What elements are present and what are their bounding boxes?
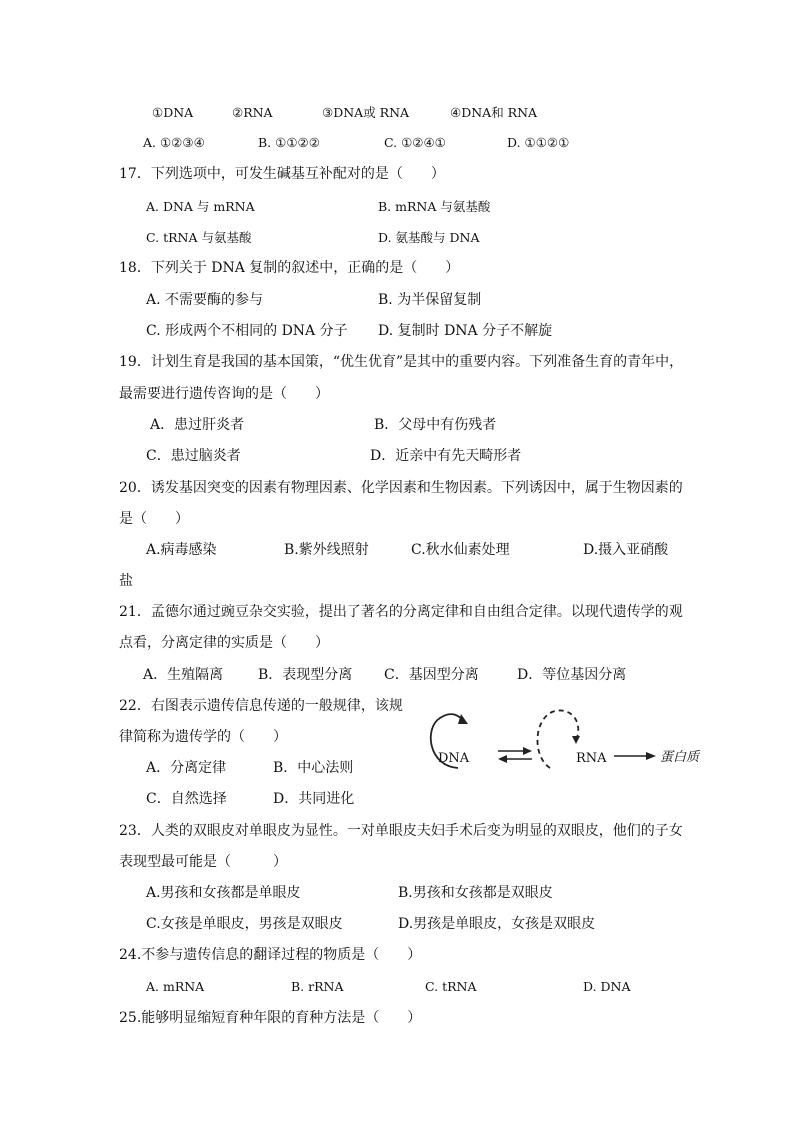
dna-replication-arrowhead bbox=[458, 714, 468, 724]
q24-option-d: D. DNA bbox=[583, 979, 631, 994]
q16-option-c: C. ①②④① bbox=[384, 135, 446, 150]
q19-option-b: B．父母中有伤残者 bbox=[374, 417, 497, 433]
central-dogma-diagram bbox=[420, 706, 720, 786]
q23-option-b: B.男孩和女孩都是双眼皮 bbox=[398, 885, 553, 901]
q16-item-4: ④DNA和 RNA bbox=[450, 105, 538, 120]
q23-stem-line1: 23．人类的双眼皮对单眼皮为显性。一对单眼皮夫妇手术后变为明显的双眼皮，他们的子女 bbox=[119, 823, 683, 839]
q22-option-a: A．分离定律 bbox=[146, 760, 227, 776]
q20-option-c: C.秋水仙素处理 bbox=[411, 542, 510, 558]
q17-option-b: B. mRNA 与氨基酸 bbox=[378, 199, 491, 214]
rna-replication-loop bbox=[537, 710, 578, 768]
q16-item-3: ③DNA或 RNA bbox=[322, 105, 410, 120]
q19-option-d: D．近亲中有先天畸形者 bbox=[370, 448, 522, 464]
q17-option-a: A. DNA 与 mRNA bbox=[146, 199, 255, 214]
q19-stem-line1: 19．计划生育是我国的基本国策，“优生优育”是其中的重要内容。下列准备生育的青年中， bbox=[119, 354, 684, 370]
q18-option-a: A. 不需要酶的参与 bbox=[146, 292, 264, 308]
q20-option-a: A.病毒感染 bbox=[146, 542, 217, 558]
q19-option-a: A．患过肝炎者 bbox=[150, 417, 245, 433]
q19-option-c: C．患过脑炎者 bbox=[146, 448, 241, 464]
q24-option-c: C. tRNA bbox=[425, 979, 477, 994]
q22-option-d: D．共同进化 bbox=[273, 791, 355, 807]
q20-stem-line1: 20．诱发基因突变的因素有物理因素、化学因素和生物因素。下列诱因中，属于生物因素的 bbox=[119, 480, 683, 496]
q17-option-d: D. 氨基酸与 DNA bbox=[378, 230, 480, 245]
q20-option-d: D.摄入亚硝酸 bbox=[583, 542, 669, 558]
q21-stem-line2: 点看，分离定律的实质是（ ） bbox=[119, 635, 329, 651]
translation-arrowhead bbox=[646, 752, 656, 760]
q20-option-d-wrap: 盐 bbox=[119, 573, 133, 589]
q23-option-c: C.女孩是单眼皮，男孩是双眼皮 bbox=[146, 916, 343, 932]
q18-option-b: B. 为半保留复制 bbox=[378, 292, 482, 308]
diagram-dna-label: DNA bbox=[438, 751, 470, 766]
q18-option-c: C. 形成两个不相同的 DNA 分子 bbox=[146, 323, 348, 339]
q21-option-b: B．表现型分离 bbox=[258, 667, 353, 683]
q24-stem: 24.不参与遗传信息的翻译过程的物质是（ ） bbox=[119, 947, 422, 963]
q22-stem-line1: 22．右图表示遗传信息传递的一般规律，该规 bbox=[119, 698, 403, 714]
rna-replication-arrowhead bbox=[572, 736, 580, 744]
q17-stem: 17．下列选项中，可发生碱基互补配对的是（ ） bbox=[119, 166, 445, 182]
q22-option-b: B．中心法则 bbox=[273, 760, 354, 776]
diagram-rna-label: RNA bbox=[576, 751, 607, 766]
q23-option-a: A.男孩和女孩都是单眼皮 bbox=[146, 885, 301, 901]
q22-stem-line2: 律简称为遗传学的（ ） bbox=[119, 729, 287, 745]
q16-option-a: A. ①②③④ bbox=[143, 135, 205, 150]
q21-option-d: D．等位基因分离 bbox=[517, 667, 627, 683]
q16-item-2: ②RNA bbox=[232, 105, 273, 120]
q21-option-c: C．基因型分离 bbox=[384, 667, 479, 683]
q16-option-b: B. ①①②② bbox=[258, 135, 320, 150]
q17-option-c: C. tRNA 与氨基酸 bbox=[146, 230, 252, 245]
q25-stem: 25.能够明显缩短育种年限的育种方法是（ ） bbox=[119, 1010, 422, 1026]
q23-option-d: D.男孩是单眼皮，女孩是双眼皮 bbox=[398, 916, 596, 932]
q16-option-d: D. ①①②① bbox=[507, 135, 570, 150]
q18-option-d: D. 复制时 DNA 分子不解旋 bbox=[378, 323, 553, 339]
q23-stem-line2: 表现型最可能是（ ） bbox=[119, 854, 287, 870]
q21-stem-line1: 21．孟德尔通过豌豆杂交实验，提出了著名的分离定律和自由组合定律。以现代遗传学的观 bbox=[119, 604, 683, 620]
q19-stem-line2: 最需要进行遗传咨询的是（ ） bbox=[119, 386, 329, 402]
diagram-protein-label: 蛋白质 bbox=[660, 750, 700, 765]
transcription-arrowhead bbox=[523, 747, 532, 755]
q20-stem-line2: 是（ ） bbox=[119, 511, 189, 527]
q20-option-b: B.紫外线照射 bbox=[284, 542, 369, 558]
q24-option-a: A. mRNA bbox=[146, 979, 205, 994]
q24-option-b: B. rRNA bbox=[291, 979, 344, 994]
q18-stem: 18．下列关于 DNA 复制的叙述中，正确的是（ ） bbox=[119, 260, 460, 276]
q22-option-c: C．自然选择 bbox=[146, 791, 227, 807]
q16-item-1: ①DNA bbox=[152, 105, 194, 120]
reverse-transcription-arrowhead bbox=[498, 755, 507, 763]
q21-option-a: A．生殖隔离 bbox=[143, 667, 224, 683]
